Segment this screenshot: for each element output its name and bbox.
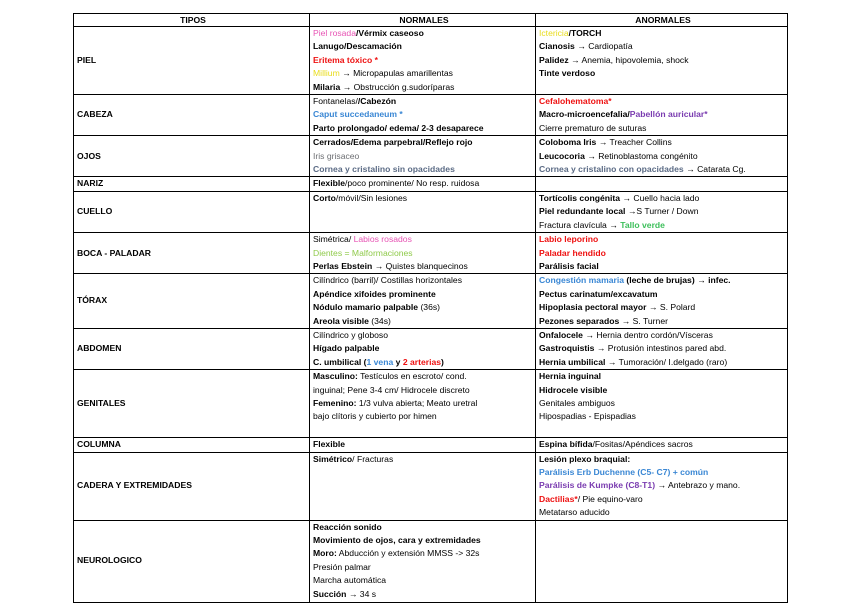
- text-segment: Espina bífida: [539, 439, 593, 450]
- table-row: [74, 95, 788, 136]
- text-segment: bajo clítoris y cubierto por himen: [313, 411, 437, 422]
- table-row: [74, 191, 788, 232]
- text-segment: Parálisis de Kumpke (C8-T1): [539, 480, 656, 491]
- text-segment: Cerrados/Edema parpebral/Reflejo rojo: [313, 137, 473, 148]
- text-segment: 2 arterias: [402, 356, 442, 367]
- text-segment: Dactilias*: [539, 493, 578, 504]
- text-segment: Reacción sonido: [313, 521, 382, 532]
- text-segment: Hipospadias - Epispadias: [539, 411, 636, 422]
- text-segment: Simétrico: [313, 453, 353, 464]
- anormales-line: [539, 453, 787, 466]
- text-segment: Fontanelas/: [313, 96, 358, 107]
- anormales-line: [539, 315, 787, 328]
- text-segment: Leucocoria: [539, 150, 585, 161]
- normales-line: [313, 274, 535, 287]
- text-segment: Pectus carinatum/excavatum: [539, 288, 658, 299]
- text-segment: →: [606, 219, 621, 230]
- text-segment: → S. Turner: [619, 315, 668, 326]
- text-segment: /TORCH: [568, 28, 602, 38]
- tipo-cell: NARIZ: [74, 177, 310, 191]
- tipo-cell: PIEL: [74, 27, 310, 95]
- text-segment: Parálisis facial: [539, 260, 599, 271]
- tipo-cell: BOCA - PALADAR: [74, 233, 310, 274]
- anormales-line: [539, 122, 787, 135]
- normales-cell: [310, 452, 536, 520]
- anormales-line: [539, 301, 787, 314]
- normales-line: [313, 547, 535, 560]
- tipo-cell: TÓRAX: [74, 274, 310, 329]
- text-segment: → S. Polard: [646, 302, 696, 313]
- anormales-line: [539, 274, 787, 287]
- text-segment: Eritema tóxico *: [313, 54, 378, 65]
- text-segment: Palidez: [539, 54, 569, 65]
- normales-line: [313, 521, 535, 534]
- text-segment: Flexible: [313, 178, 345, 189]
- text-segment: (leche de brujas) → infec.: [624, 275, 731, 286]
- anormales-cell: [536, 274, 788, 329]
- text-segment: Cilíndrico (barril)/ Costillas horizontales: [313, 275, 463, 286]
- text-segment: → Retinoblastoma congénito: [584, 150, 698, 161]
- anormales-line: [539, 150, 787, 163]
- table-row: [74, 136, 788, 177]
- anormales-line: [539, 95, 787, 108]
- text-segment: / Pie equino-varo: [577, 493, 643, 504]
- normales-cell: [310, 95, 536, 136]
- text-segment: Metatarso aducido: [539, 507, 610, 518]
- normales-cell: [310, 274, 536, 329]
- table-row: [74, 370, 788, 438]
- normales-line: [313, 534, 535, 547]
- anormales-cell: [536, 191, 788, 232]
- normales-line: [313, 329, 535, 342]
- header-normales: NORMALES: [310, 14, 536, 27]
- normales-line: [313, 453, 535, 466]
- text-segment: Areola visible: [313, 315, 369, 326]
- header-row: [74, 14, 788, 27]
- text-segment: Perlas Ebstein: [313, 260, 373, 271]
- text-segment: C. umbilical (: [313, 356, 367, 367]
- text-segment: ): [441, 356, 444, 367]
- anormales-cell: [536, 452, 788, 520]
- text-segment: Corto: [313, 192, 336, 203]
- text-segment: → Catarata Cg.: [683, 164, 746, 175]
- tipo-cell: CADERA Y EXTREMIDADES: [74, 452, 310, 520]
- anormales-cell: [536, 438, 788, 452]
- anormales-line: [539, 163, 787, 176]
- text-segment: Nódulo mamario palpable: [313, 302, 419, 313]
- normales-line: [313, 315, 535, 328]
- anormales-line: [539, 233, 787, 246]
- normales-line: [313, 108, 535, 121]
- text-segment: Tallo verde: [620, 219, 665, 230]
- normales-line: [313, 177, 535, 190]
- table-row: [74, 27, 788, 95]
- text-segment: Labios rosados: [353, 234, 412, 245]
- text-segment: Tinte verdoso: [539, 68, 596, 79]
- normales-line: [313, 163, 535, 176]
- table-row: [74, 274, 788, 329]
- normales-line: [313, 150, 535, 163]
- tipo-cell: ABDOMEN: [74, 328, 310, 369]
- normales-line: [313, 233, 535, 246]
- anormales-cell: [536, 177, 788, 191]
- tipo-cell: GENITALES: [74, 370, 310, 438]
- text-segment: (36s): [418, 302, 441, 313]
- text-segment: Testículos en escroto/ cond.: [357, 371, 467, 382]
- anormales-line: [539, 342, 787, 355]
- text-segment: Cornea y cristalino sin opacidades: [313, 164, 455, 175]
- normales-line: [313, 301, 535, 314]
- text-segment: Masculino:: [313, 371, 358, 382]
- anormales-line: [539, 192, 787, 205]
- normales-cell: [310, 438, 536, 452]
- normales-line: [313, 397, 535, 410]
- text-segment: Marcha automática: [313, 575, 387, 586]
- text-segment: → Obstrucción g.sudoríparas: [340, 81, 455, 92]
- text-segment: Caput succedaneum *: [313, 109, 403, 120]
- anormales-line: [539, 219, 787, 232]
- text-segment: Iris grisaceo: [313, 150, 360, 161]
- text-segment: Hígado palpable: [313, 343, 380, 354]
- text-segment: /móvil/Sin lesiones: [335, 192, 408, 203]
- header-tipos: TIPOS: [74, 14, 310, 27]
- anormales-line: [539, 466, 787, 479]
- text-segment: →S Turner / Down: [625, 206, 699, 217]
- anormales-line: [539, 27, 787, 40]
- text-segment: Moro:: [313, 548, 337, 559]
- text-segment: Lesión plexo braquial:: [539, 453, 631, 464]
- text-segment: (34s): [368, 315, 391, 326]
- normales-line: [313, 95, 535, 108]
- normales-line: [313, 588, 535, 601]
- normales-cell: [310, 520, 536, 602]
- text-segment: Parto prolongado/ edema/ 2-3 desaparece: [313, 122, 484, 133]
- normales-line: [313, 438, 535, 451]
- text-segment: Cilíndrico y globoso: [313, 329, 388, 340]
- anormales-cell: [536, 328, 788, 369]
- text-segment: Piel rosada: [313, 28, 356, 38]
- normales-cell: [310, 177, 536, 191]
- anormales-cell: [536, 370, 788, 438]
- anormales-cell: [536, 520, 788, 602]
- text-segment: /Vérmix caseoso: [356, 28, 424, 38]
- normales-line: [313, 40, 535, 53]
- anormales-line: [539, 329, 787, 342]
- anormales-line: [539, 108, 787, 121]
- table-row: [74, 328, 788, 369]
- text-segment: Cornea y cristalino con opacidades: [539, 164, 684, 175]
- text-segment: → Antebrazo y mano.: [655, 480, 741, 491]
- normales-cell: [310, 191, 536, 232]
- table-row: [74, 233, 788, 274]
- text-segment: Presión palmar: [313, 561, 371, 572]
- text-segment: Lanugo/Descamación: [313, 41, 402, 52]
- anormales-line: [539, 438, 787, 451]
- text-segment: Onfalocele: [539, 329, 583, 340]
- anormales-line: [539, 136, 787, 149]
- text-segment: → Cardiopatía: [574, 41, 633, 52]
- text-segment: → Protusión intestinos pared abd.: [594, 343, 727, 354]
- header-anormales: ANORMALES: [536, 14, 788, 27]
- text-segment: Cierre prematuro de suturas: [539, 122, 647, 133]
- text-segment: Milaria: [313, 81, 341, 92]
- normales-line: [313, 288, 535, 301]
- text-segment: Apéndice xifoides prominente: [313, 288, 436, 299]
- anormales-line: [539, 384, 787, 397]
- text-segment: → Hernia dentro cordón/Vísceras: [582, 329, 713, 340]
- text-segment: → 34 s: [346, 588, 377, 599]
- text-segment: Labio leporino: [539, 234, 599, 245]
- tipo-cell: COLUMNA: [74, 438, 310, 452]
- anormales-line: [539, 356, 787, 369]
- text-segment: /Cabezón: [357, 96, 397, 107]
- anormales-line: [539, 67, 787, 80]
- tipo-cell: CUELLO: [74, 191, 310, 232]
- text-segment: Abducción y extensión MMSS -> 32s: [336, 548, 480, 559]
- text-segment: y: [393, 356, 403, 367]
- text-segment: → Quistes blanquecinos: [372, 260, 468, 271]
- anormales-line: [539, 370, 787, 383]
- text-segment: Parálisis Erb Duchenne (C5- C7) + común: [539, 466, 709, 477]
- normales-line: [313, 342, 535, 355]
- normales-line: [313, 574, 535, 587]
- text-segment: Piel redundante local: [539, 206, 626, 217]
- anormales-line: [539, 506, 787, 519]
- anormales-line: [539, 247, 787, 260]
- text-segment: Millium: [313, 68, 340, 79]
- anormales-cell: [536, 27, 788, 95]
- normales-line: [313, 27, 535, 40]
- text-segment: Congestión mamaria: [539, 275, 625, 286]
- text-segment: Macro-microencefalia/: [539, 109, 630, 120]
- text-segment: Pabellón auricular*: [629, 109, 708, 120]
- anormales-line: [539, 260, 787, 273]
- normales-cell: [310, 370, 536, 438]
- anormales-line: [539, 54, 787, 67]
- normales-cell: [310, 233, 536, 274]
- text-segment: → Micropapulas amarillentas: [339, 68, 453, 79]
- anormales-line: [539, 40, 787, 53]
- text-segment: 1/3 vulva abierta; Meato uretral: [356, 397, 478, 408]
- text-segment: inguinal; Pene 3-4 cm/ Hidrocele discreto: [313, 384, 470, 395]
- anormales-line: [539, 288, 787, 301]
- tipo-cell: CABEZA: [74, 95, 310, 136]
- text-segment: Simétrica/: [313, 234, 354, 245]
- text-segment: Pezones separados: [539, 315, 620, 326]
- text-segment: Cianosis: [539, 41, 575, 52]
- normales-line: [313, 260, 535, 273]
- normales-line: [313, 192, 535, 205]
- text-segment: → Tumoración/ I.delgado (raro): [605, 356, 728, 367]
- normales-line: [313, 356, 535, 369]
- table-row: [74, 520, 788, 602]
- normales-line: [313, 54, 535, 67]
- anormales-cell: [536, 136, 788, 177]
- anormales-line: [539, 479, 787, 492]
- table-row: [74, 438, 788, 452]
- text-segment: Ictericia: [539, 28, 569, 38]
- text-segment: Paladar hendido: [539, 247, 606, 258]
- text-segment: Hernia inguinal: [539, 371, 602, 382]
- normales-line: [313, 247, 535, 260]
- text-segment: → Anemia, hipovolemia, shock: [568, 54, 689, 65]
- text-segment: Coloboma Iris: [539, 137, 597, 148]
- text-segment: Hernia umbilical: [539, 356, 606, 367]
- table-row: [74, 177, 788, 191]
- text-segment: → Treacher Collins: [596, 137, 672, 148]
- text-segment: Femenino:: [313, 397, 357, 408]
- text-segment: / Fracturas: [352, 453, 394, 464]
- text-segment: /poco prominente/ No resp. ruidosa: [345, 178, 480, 189]
- anormales-cell: [536, 233, 788, 274]
- text-segment: 1 vena: [366, 356, 394, 367]
- normales-line: [313, 122, 535, 135]
- anormales-line: [539, 493, 787, 506]
- normales-cell: [310, 136, 536, 177]
- normales-cell: [310, 27, 536, 95]
- text-segment: Dientes = Malformaciones: [313, 247, 413, 258]
- normales-line: [313, 81, 535, 94]
- exploration-table: [73, 13, 788, 603]
- anormales-line: [539, 397, 787, 410]
- anormales-cell: [536, 95, 788, 136]
- normales-line: [313, 370, 535, 383]
- text-segment: Hidrocele visible: [539, 384, 608, 395]
- normales-line: [313, 410, 535, 423]
- text-segment: → Cuello hacia lado: [620, 192, 700, 203]
- text-segment: Cefalohematoma*: [539, 96, 612, 107]
- text-segment: Gastroquistis: [539, 343, 595, 354]
- normales-line: [313, 384, 535, 397]
- table-row: [74, 452, 788, 520]
- text-segment: Fractura clavícula: [539, 219, 607, 230]
- text-segment: Hipoplasia pectoral mayor: [539, 302, 647, 313]
- anormales-line: [539, 410, 787, 423]
- normales-line: [313, 561, 535, 574]
- anormales-line: [539, 205, 787, 218]
- text-segment: Succión: [313, 588, 347, 599]
- table-body: [74, 27, 788, 603]
- text-segment: /Fositas/Apéndices sacros: [592, 439, 693, 450]
- normales-line: [313, 67, 535, 80]
- text-segment: Movimiento de ojos, cara y extremidades: [313, 535, 481, 545]
- text-segment: Tortícolis congénita: [539, 192, 621, 203]
- normales-line: [313, 136, 535, 149]
- tipo-cell: NEUROLOGICO: [74, 520, 310, 602]
- text-segment: Flexible: [313, 439, 345, 450]
- tipo-cell: OJOS: [74, 136, 310, 177]
- text-segment: Genitales ambiguos: [539, 397, 615, 408]
- normales-cell: [310, 328, 536, 369]
